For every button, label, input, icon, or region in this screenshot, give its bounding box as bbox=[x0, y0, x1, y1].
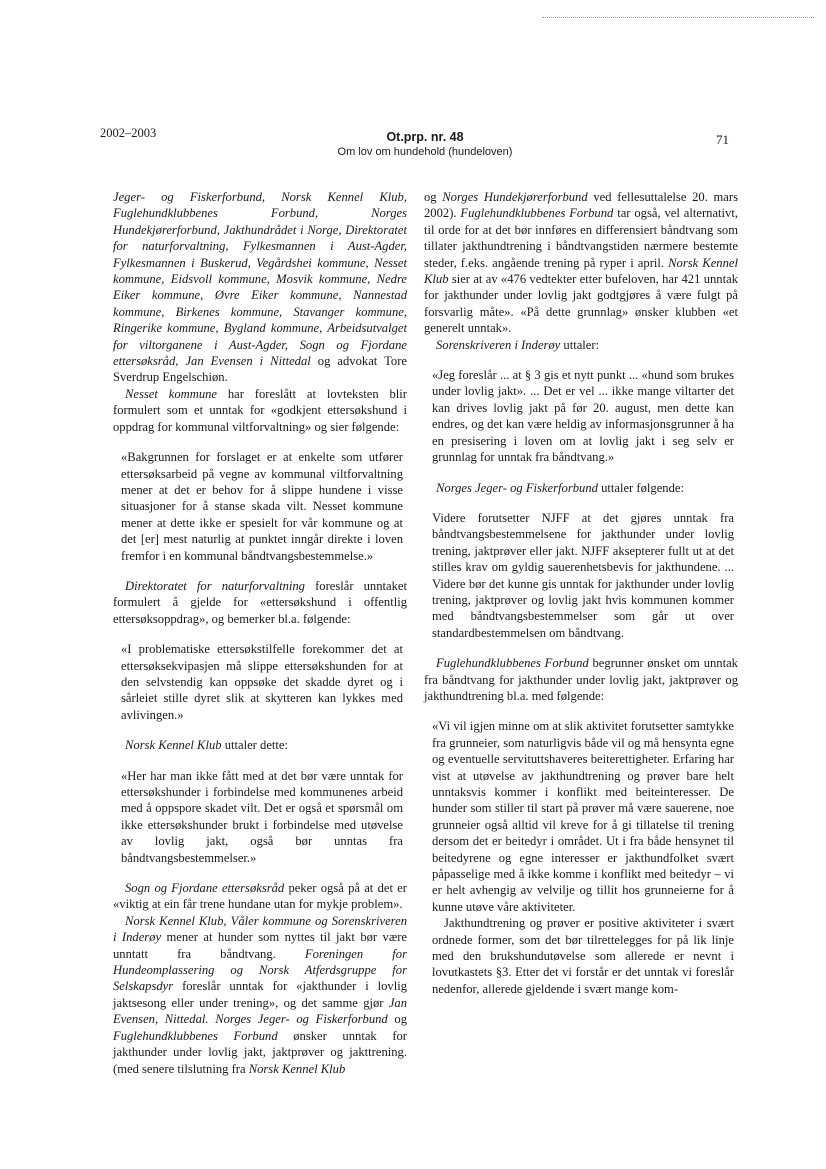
paragraph-text: foreslår unntak for «jakthunder i lovlig jaktsesong eller under trening», og det samme gjør bbox=[113, 979, 407, 1010]
quote-nkk: «Her har man ikke fått med at det bør være unntak for ettersøkshunder i forbindelse med kommunenes arbeid med å oppspore skadet vilt. Det er også et spørsmål om ikke ettersøkshunder brukt i forbindelse med utøvelse av lovlig jakt, også bør unntas fra båndtvangsbestemmelser.» bbox=[121, 768, 403, 865]
paragraph-text: foreslår unntaket formulert å gjelde for «ettersøkshund i offentlig ettersøksoppdrag», og bemerker bl.a. følgende: bbox=[113, 578, 408, 626]
quote-direktoratet: «I problematiske ettersøkstilfelle forekommer det at ettersøksekvipasjen må slippe ettersøkshunden for at den selvstendig kan oppsøke det skadde dyret og i sårleiet stille dyret slik at skytteren kan lykkes med avlivingen.» bbox=[121, 642, 403, 722]
paragraph-text: uttaler følgende: bbox=[597, 480, 684, 495]
paragraph-text: ønsker unntak for jakthunder under lovlig jakt, jaktprøver og jakttrening. (med senere tilslutning fra bbox=[113, 1028, 408, 1076]
consultee-list: Jeger- og Fiskerforbund, Norsk Kennel Klub, Fuglehundklubbenes Forbund, Norges Hundekjørerforbund, Jakthundrådet i Norge, Direktoratet for naturforvaltning, Fylkesmannen i Aust-Agder, Fylkesmannen i Buskerud, Vegårdshei kommune, Nesset kommune, Eidsvoll kommune, Mosvik kommune, Nedre Eiker kommune, Øvre Eiker kommune, Nannestad kommune, Birkenes kommune, Stavanger kommune, Ringerike kommune, Bygland kommune, Arbeidsutvalget for viltorganene i Aust-Agder, Sogn og Fjordane ettersøksråd, Jan Evensen i Nittedal bbox=[113, 190, 407, 369]
org-name: Norges Jeger- og Fiskerforbund bbox=[436, 480, 598, 495]
org-name: Fuglehundklubbenes Forbund bbox=[436, 656, 589, 671]
header-years: 2002–2003 bbox=[100, 126, 157, 140]
paragraph-text: begrunner ønsket om unntak fra båndtvang for jakthunder under lovlig jakt, jaktprøver og jakthundtrening bl.a. med følgende: bbox=[424, 656, 738, 703]
org-name: Direktoratet for naturforvaltning bbox=[125, 578, 305, 593]
paragraph-nkk bbox=[113, 737, 407, 753]
quote-sorenskriveren: «Jeg foreslår ... at § 3 gis et nytt punkt ... «hund som brukes under lovlig jakt». ... Det er vel ... ikke mange viltarter det kan drives lovlig jakt på før 20. august, men dette kan endres, og det kan være heldig av informasjonsgrunner å ha en presisering i loven om at lovlig jakt i seg selv er grunnlag for unntak fra båndtvang.» bbox=[432, 368, 734, 465]
paragraph-njff bbox=[424, 480, 738, 496]
right-column bbox=[424, 189, 738, 997]
org-name: Foreningen for Hundeomplassering og Norsk Atferdsgruppe for Selskapsdyr bbox=[113, 946, 408, 994]
paragraph-text: uttaler dette: bbox=[221, 738, 288, 753]
paragraph-jakthunder bbox=[113, 913, 407, 1077]
quote-fuglehund-continued: Jakthundtrening og prøver er positive aktiviteter i svært ordnede former, som det bør tilrettelegges for på lik linje med den brukshundutøvelse som allerede er nevnt i lovutkastets §3. Etter det vi forstår er det unntak vi foreslår nedenfor, allerede gjeldende i svært mange kom- bbox=[432, 916, 734, 996]
paragraph-fuglehund bbox=[424, 655, 738, 704]
paragraph-text: ved fellesuttalelse 20. mars 2002). bbox=[424, 190, 738, 221]
org-name: Norsk Kennel Klub, Våler kommune og Sorenskriveren i Inderøy bbox=[113, 913, 407, 945]
page-number: 71 bbox=[716, 132, 729, 147]
quote-nesset: «Bakgrunnen for forslaget er at enkelte som utfører ettersøksarbeid på vegne av kommunal viltforvaltning mener at det er behov for å slippe hundene i visse situasjoner for å stanse skada vilt. Nesset kommune mener at dette ikke er spesielt for vår kommune og at det [er] mest naturlig at punktet inngår direkte i loven fremfor i en kommunal båndtvangsbestemmelse.» bbox=[121, 450, 403, 563]
paragraph-consultees bbox=[113, 189, 407, 386]
paragraph-sogn-fjordane bbox=[113, 880, 407, 913]
org-name: Sorenskriveren i Inderøy bbox=[436, 337, 561, 352]
org-name: Fuglehundklubbenes Forbund bbox=[113, 1028, 278, 1043]
org-name: Norges Hundekjørerforbund bbox=[442, 190, 588, 204]
paragraph-text: uttaler: bbox=[560, 337, 600, 352]
header-center bbox=[280, 130, 570, 159]
paragraph-text: og advokat Tore Sverdrup Engelschiøn. bbox=[113, 354, 407, 385]
org-name: Jan Evensen, Nittedal. Norges Jeger- og Fiskerforbund bbox=[113, 995, 407, 1027]
paragraph-text: og bbox=[424, 190, 443, 204]
document-title: Ot.prp. nr. 48 bbox=[386, 130, 464, 144]
quote-fuglehund: «Vi vil igjen minne om at slik aktivitet forutsetter samtykke fra grunneier, som naturligvis både vil og må hensynta egne og eventuelle servituttshaveres beiterettigheter. Erfaring har vist at utøvelse av jakthundtrening og prøver bare helt unntaksvis kommer i konflikt med beiteinteresser. De hunder som stiller til start på prøver må være sauerene, noe grunneier også alltid vil kreve for å gi tillatelse til trening dersom det er beitedyr i området. Ut i fra både hensynet til beitedyrene og egne interesser er jakthundfolket svært påpasselige med å ikke komme i konflikt med beitedyr – vi er helt avhengig av velvilje og tillit hos grunneierne for å kunne utøve våre aktiviteter. bbox=[432, 719, 734, 914]
paragraph-nesset bbox=[113, 386, 407, 435]
org-name: Norsk Kennel Klub bbox=[125, 738, 222, 753]
left-column bbox=[113, 189, 407, 1077]
quote-njff: Videre forutsetter NJFF at det gjøres unntak fra båndtvangsbestemmelsene for jakthunder under lovlig trening, jaktprøver eller jakt. NJFF aksepterer fullt ut at det stilles krav om gyldig sauerenhetsbevis for jakthundene. ... Videre bør det kunne gis unntak for jakthunder under lovlig trening, jaktprøver og lovlig jakt hvis kommunen kommer med båndtvangsbestemmelser som går ut over standardbestemmelsen om båndtvang. bbox=[432, 510, 734, 640]
document-subtitle: Om lov om hundehold (hundeloven) bbox=[337, 146, 513, 158]
org-name: Norsk Kennel Klub bbox=[424, 255, 738, 287]
paragraph-text: peker også på at det er «viktig at ein får trene hundane utan for mykje problem». bbox=[113, 881, 407, 912]
paragraph-text: tar også, vel alternativt, til orde for at det bør innføres en differensiert båndtvang som tillater jakthundtrening i båndtvangstiden nærmere bestemte steder, f.eks. angående trening på ryper i april. bbox=[424, 206, 738, 270]
paragraph-sorenskriveren bbox=[424, 337, 738, 353]
org-name: Nesset kommune bbox=[125, 386, 217, 401]
org-name: Sogn og Fjordane ettersøksråd bbox=[125, 881, 285, 896]
paragraph-text: og bbox=[387, 1012, 407, 1027]
paragraph-text: sier at av «476 vedtekter etter bufeloven, har 421 unntak for jakthunder under lovlig jakt godtgjøres å være fulgt på forsvarlig måte». «På dette grunnlag» ønsker klubben «et generelt unntak». bbox=[424, 272, 738, 336]
org-name: Fuglehundklubbenes Forbund bbox=[460, 206, 614, 221]
paragraph-direktoratet bbox=[113, 578, 407, 627]
scan-artifact-line bbox=[542, 17, 814, 18]
org-name: Norsk Kennel Klub bbox=[248, 1061, 346, 1076]
paragraph-continued bbox=[424, 189, 738, 337]
paragraph-text: har foreslått at lovteksten blir formulert som et unntak for «godkjent ettersøkshund i oppdrag for kommunal viltforvaltning» og sier følgende: bbox=[113, 386, 407, 434]
paragraph-text: mener at hunder som nyttes til jakt bør være unntatt fra båndtvang. bbox=[113, 930, 407, 961]
